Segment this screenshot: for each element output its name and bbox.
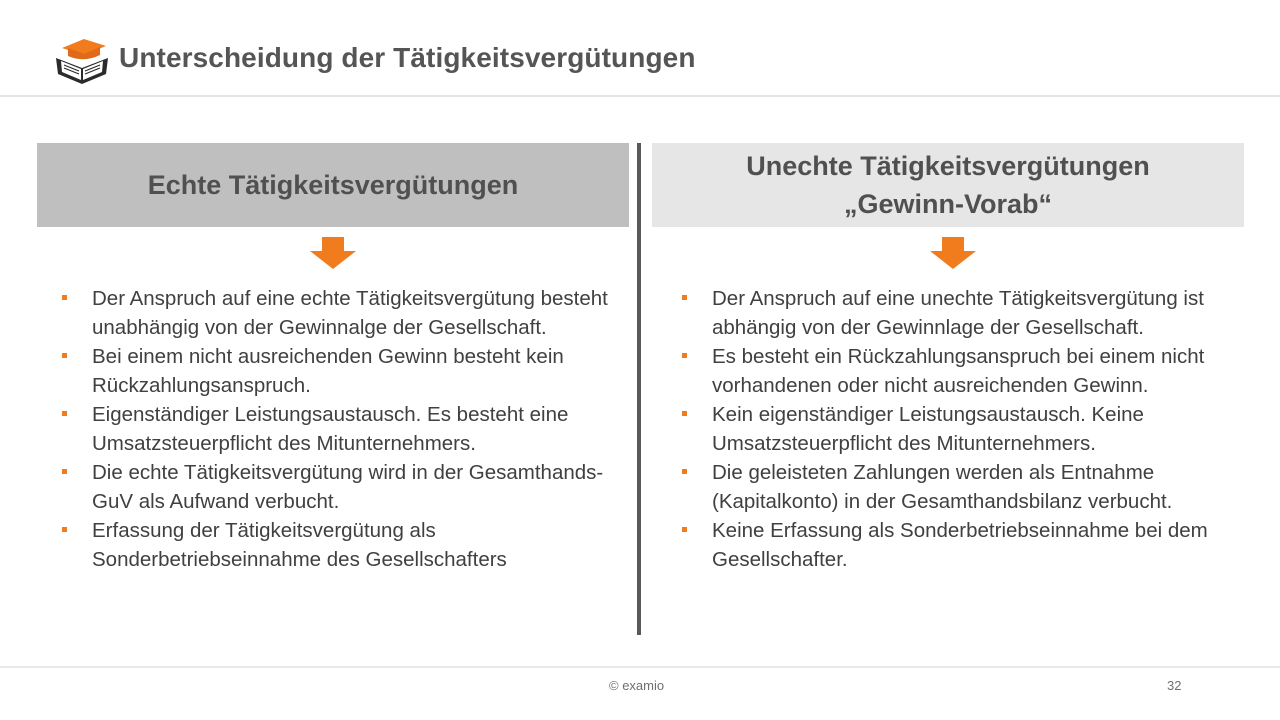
bullet-square-icon <box>62 295 67 300</box>
list-item <box>60 400 630 458</box>
list-item-text: Der Anspruch auf eine echte Tätigkeitsvergütung besteht unabhängig von der Gewinnalge der Gesellschaft. <box>92 287 608 339</box>
list-item <box>60 284 630 342</box>
arrow-down-icon <box>930 237 976 269</box>
bullet-square-icon <box>682 353 687 358</box>
list-item-text: Erfassung der Tätigkeitsvergütung als Sonderbetriebseinnahme des Gesellschafters <box>92 519 507 571</box>
list-item-text: Kein eigenständiger Leistungsaustausch. Keine Umsatzsteuerpflicht des Mitunternehmers. <box>712 403 1144 455</box>
bullet-square-icon <box>62 411 67 416</box>
column-divider <box>637 143 641 635</box>
list-item-text: Der Anspruch auf eine unechte Tätigkeitsvergütung ist abhängig von der Gewinnlage der Gesellschaft. <box>712 287 1204 339</box>
header-divider <box>0 95 1280 97</box>
list-item <box>680 284 1240 342</box>
left-column-heading <box>37 143 629 227</box>
bullet-square-icon <box>62 353 67 358</box>
list-item-text: Es besteht ein Rückzahlungsanspruch bei einem nicht vorhandenen oder nicht ausreichenden Gewinn. <box>712 345 1205 397</box>
right-heading-line2: „Gewinn-Vorab“ <box>843 189 1052 219</box>
bullet-square-icon <box>682 469 687 474</box>
list-item <box>680 516 1240 574</box>
arrow-down-icon <box>310 237 356 269</box>
bullet-square-icon <box>62 527 67 532</box>
slide-header <box>0 0 1280 96</box>
list-item <box>60 458 630 516</box>
list-item-text: Eigenständiger Leistungsaustausch. Es besteht eine Umsatzsteuerpflicht des Mitunternehmers. <box>92 403 569 455</box>
left-bullet-list <box>60 284 630 574</box>
list-item <box>60 342 630 400</box>
right-heading-line1: Unechte Tätigkeitsvergütungen <box>746 151 1150 181</box>
bullet-square-icon <box>682 295 687 300</box>
list-item-text: Die geleisteten Zahlungen werden als Entnahme (Kapitalkonto) in der Gesamthandsbilanz verbucht. <box>712 461 1173 513</box>
bullet-square-icon <box>62 469 67 474</box>
bullet-square-icon <box>682 527 687 532</box>
footer-divider <box>0 666 1280 668</box>
list-item-text: Keine Erfassung als Sonderbetriebseinnahme bei dem Gesellschafter. <box>712 519 1208 571</box>
book-with-graduation-cap-icon <box>54 36 110 86</box>
list-item-text: Bei einem nicht ausreichenden Gewinn besteht kein Rückzahlungsanspruch. <box>92 345 564 397</box>
list-item <box>680 342 1240 400</box>
list-item <box>680 458 1240 516</box>
list-item <box>680 400 1240 458</box>
right-bullet-list <box>680 284 1240 574</box>
page-number: 32 <box>1167 678 1182 693</box>
copyright-text: © examio <box>609 678 665 693</box>
list-item-text: Die echte Tätigkeitsvergütung wird in der Gesamthands-GuV als Aufwand verbucht. <box>92 461 604 513</box>
left-heading-text: Echte Tätigkeitsvergütungen <box>147 170 519 200</box>
list-item <box>60 516 630 574</box>
bullet-square-icon <box>682 411 687 416</box>
right-column-heading <box>652 143 1244 227</box>
slide-title: Unterscheidung der Tätigkeitsvergütungen <box>119 42 696 73</box>
